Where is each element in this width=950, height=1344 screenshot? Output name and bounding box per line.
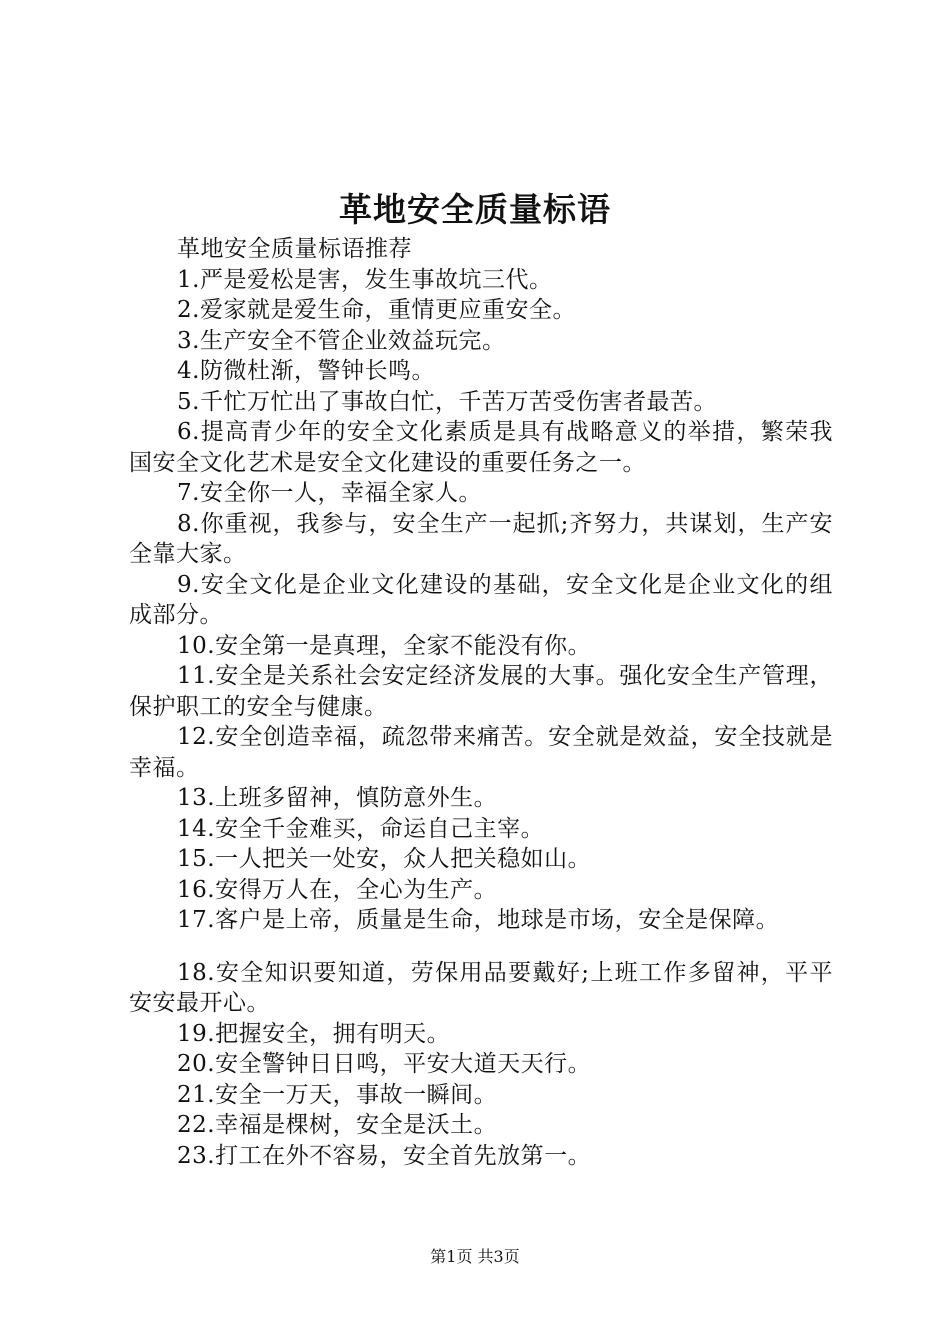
document-title: 革地安全质量标语	[339, 190, 611, 229]
paragraph-spacer	[129, 936, 833, 958]
slogan-item: 19.把握安全，拥有明天。	[177, 1020, 451, 1047]
slogan-item: 15.一人把关一处安，众人把关稳如山。	[177, 846, 592, 872]
slogan-item: 18.安全知识要知道，劳保用品要戴好;上班工作多留神，平平安安最开心。	[129, 959, 833, 1016]
document-body	[129, 234, 833, 1171]
page-footer: 第1页 共3页	[430, 1247, 520, 1266]
slogan-item: 2.爱家就是爱生命，重情更应重安全。	[177, 297, 576, 323]
slogan-item: 11.安全是关系社会安定经济发展的大事。强化安全生产管理，保护职工的安全与健康。	[129, 663, 833, 720]
slogan-item: 6.提高青少年的安全文化素质是具有战略意义的举措，繁荣我国安全文化艺术是安全文化建设的重要任务之一。	[129, 419, 833, 476]
paragraph-intro: 革地安全质量标语推荐	[177, 236, 412, 262]
slogan-item: 3.生产安全不管企业效益玩完。	[177, 327, 506, 354]
slogan-item: 8.你重视，我参与，安全生产一起抓;齐努力，共谋划，生产安全靠大家。	[129, 510, 833, 567]
slogan-item: 9.安全文化是企业文化建设的基础，安全文化是企业文化的组成部分。	[129, 571, 833, 628]
slogan-item: 12.安全创造幸福，疏忽带来痛苦。安全就是效益，安全技就是幸福。	[129, 724, 833, 781]
slogan-item: 20.安全警钟日日鸣，平安大道天天行。	[177, 1051, 592, 1077]
slogan-item: 13.上班多留神，慎防意外生。	[177, 785, 498, 811]
slogan-item: 7.安全你一人，幸福全家人。	[177, 480, 482, 506]
slogan-item: 22.幸福是棵树，安全是沃土。	[177, 1112, 498, 1138]
slogan-item: 16.安得万人在，全心为生产。	[177, 876, 498, 903]
slogan-item: 5.千忙万忙出了事故白忙，千苦万苦受伤害者最苦。	[177, 388, 717, 415]
slogan-item: 17.客户是上帝，质量是生命，地球是市场，安全是保障。	[177, 907, 780, 933]
slogan-item: 14.安全千金难买，命运自己主宰。	[177, 815, 545, 842]
slogan-item: 1.严是爱松是害，发生事故坑三代。	[177, 266, 553, 293]
slogan-item: 23.打工在外不容易，安全首先放第一。	[177, 1142, 592, 1169]
slogan-item: 21.安全一万天，事故一瞬间。	[177, 1081, 498, 1108]
slogan-item: 10.安全第一是真理，全家不能没有你。	[177, 632, 592, 659]
slogan-item: 4.防微杜渐，警钟长鸣。	[177, 358, 435, 384]
